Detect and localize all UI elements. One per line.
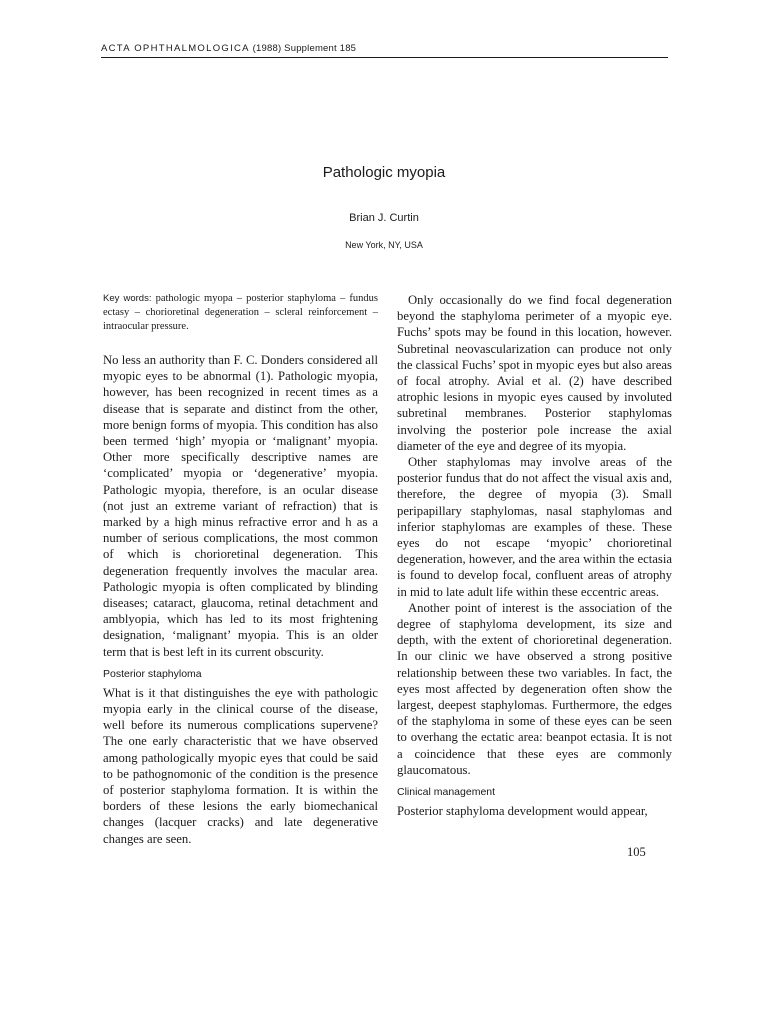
paragraph-focal-degeneration: Only occasionally do we find focal degeneration beyond the staphyloma perimeter of a myopic eye. Fuchs’ spots may be found in this location, however. Subretinal neovascularization can produce not only the classical Fuchs’ spot in myopic eyes but also areas of focal atrophy. Avial et al. (2) have described atrophic lesions in myopic eyes caused by involuted subretinal membranes. Posterior staphylomas involving the posterior pole increase the axial diameter of the eye and degree of its myopia. [397, 293, 672, 453]
page-number: 105 [627, 845, 646, 859]
intro-paragraph: No less an authority than F. C. Donders considered all myopic eyes to be abnormal (1). Pathologic myopia, however, has been recognized in recent times as a disease that is separate and distinct from the other, more benign forms of myopia. This condition has also been termed ‘high’ myopia or ‘malignant’ myopia. Other more specifically descriptive names are ‘complicated’ myopia or ‘degenerative’ myopia. Pathologic myopia, therefore, is an ocular disease (not just an extreme variant of refraction) that is marked by a high minus refractive error and h as a number of serious complications, the most common of which is chorioretinal degeneration. This degeneration frequently involves the macular area. Pathologic myopia is often complicated by blinding diseases; cataract, glaucoma, retinal detachment and amblyopia, which has led to its most frightening designation, ‘malignant’ myopia. This is an older term that is best left in its current obscurity. [103, 353, 378, 659]
paragraph-association: Another point of interest is the association of the degree of staphyloma development, its size and depth, with the extent of chorioretinal degeneration. In our clinic we have observed a strong positive relationship between these two variables. In fact, the eyes most affected by degeneration often show the largest, deepest staphylomas. Furthermore, the edges of the staphyloma in some of these eyes can be seen to overhang the ectatic area: beanpot ectasia. It is not a coincidence that these eyes are commonly glaucomatous. [397, 600, 672, 777]
article-title: Pathologic myopia [322, 164, 446, 181]
paragraph-other-staphylomas: Other staphylomas may involve areas of the posterior fundus that do not affect the visual axis and, therefore, the degree of myopia (3). Small peripapillary staphylomas, nasal staphylomas and inferior staphylomas are examples of these. These eyes do not escape ‘myopic’ chorioretinal degeneration, however, and the area within the ectasia is found to develop focal, confluent areas of atrophy in mid to late adult life within these eccentric areas. [397, 455, 672, 599]
section-heading-clinical-management: Clinical management [397, 786, 496, 799]
running-header [101, 43, 356, 54]
section-heading-posterior-staphyloma: Posterior staphyloma [103, 667, 202, 680]
author-affiliation: New York, NY, USA [345, 240, 423, 250]
header-rule [101, 57, 668, 58]
keywords [103, 292, 378, 334]
right-column [397, 292, 672, 819]
left-column [103, 292, 378, 847]
journal-citation: (1988) Supplement 185 [249, 43, 357, 54]
clinical-management-paragraph: Posterior staphyloma development would appear, [397, 804, 648, 819]
keywords-label: Key words: [103, 293, 152, 304]
article-author: Brian J. Curtin [349, 212, 419, 224]
posterior-staphyloma-paragraph: What is it that distinguishes the eye with pathologic myopia early in the clinical course of the disease, well before its numerous complications supervene? The one early characteristic that we have observed among pathologically myopic eyes that could be said to be pathognomonic of the condition is the presence of posterior staphyloma formation. It is within the borders of these lesions the early biomechanical changes (lacquer cracks) and late degenerative changes are seen. [103, 685, 378, 846]
keywords-text: pathologic myopa – posterior staphyloma – fundus ectasy – chorioretinal degeneration – scleral reinforcement – intraocular pressure. [103, 293, 378, 332]
journal-name: ACTA OPHTHALMOLOGICA [101, 43, 250, 54]
